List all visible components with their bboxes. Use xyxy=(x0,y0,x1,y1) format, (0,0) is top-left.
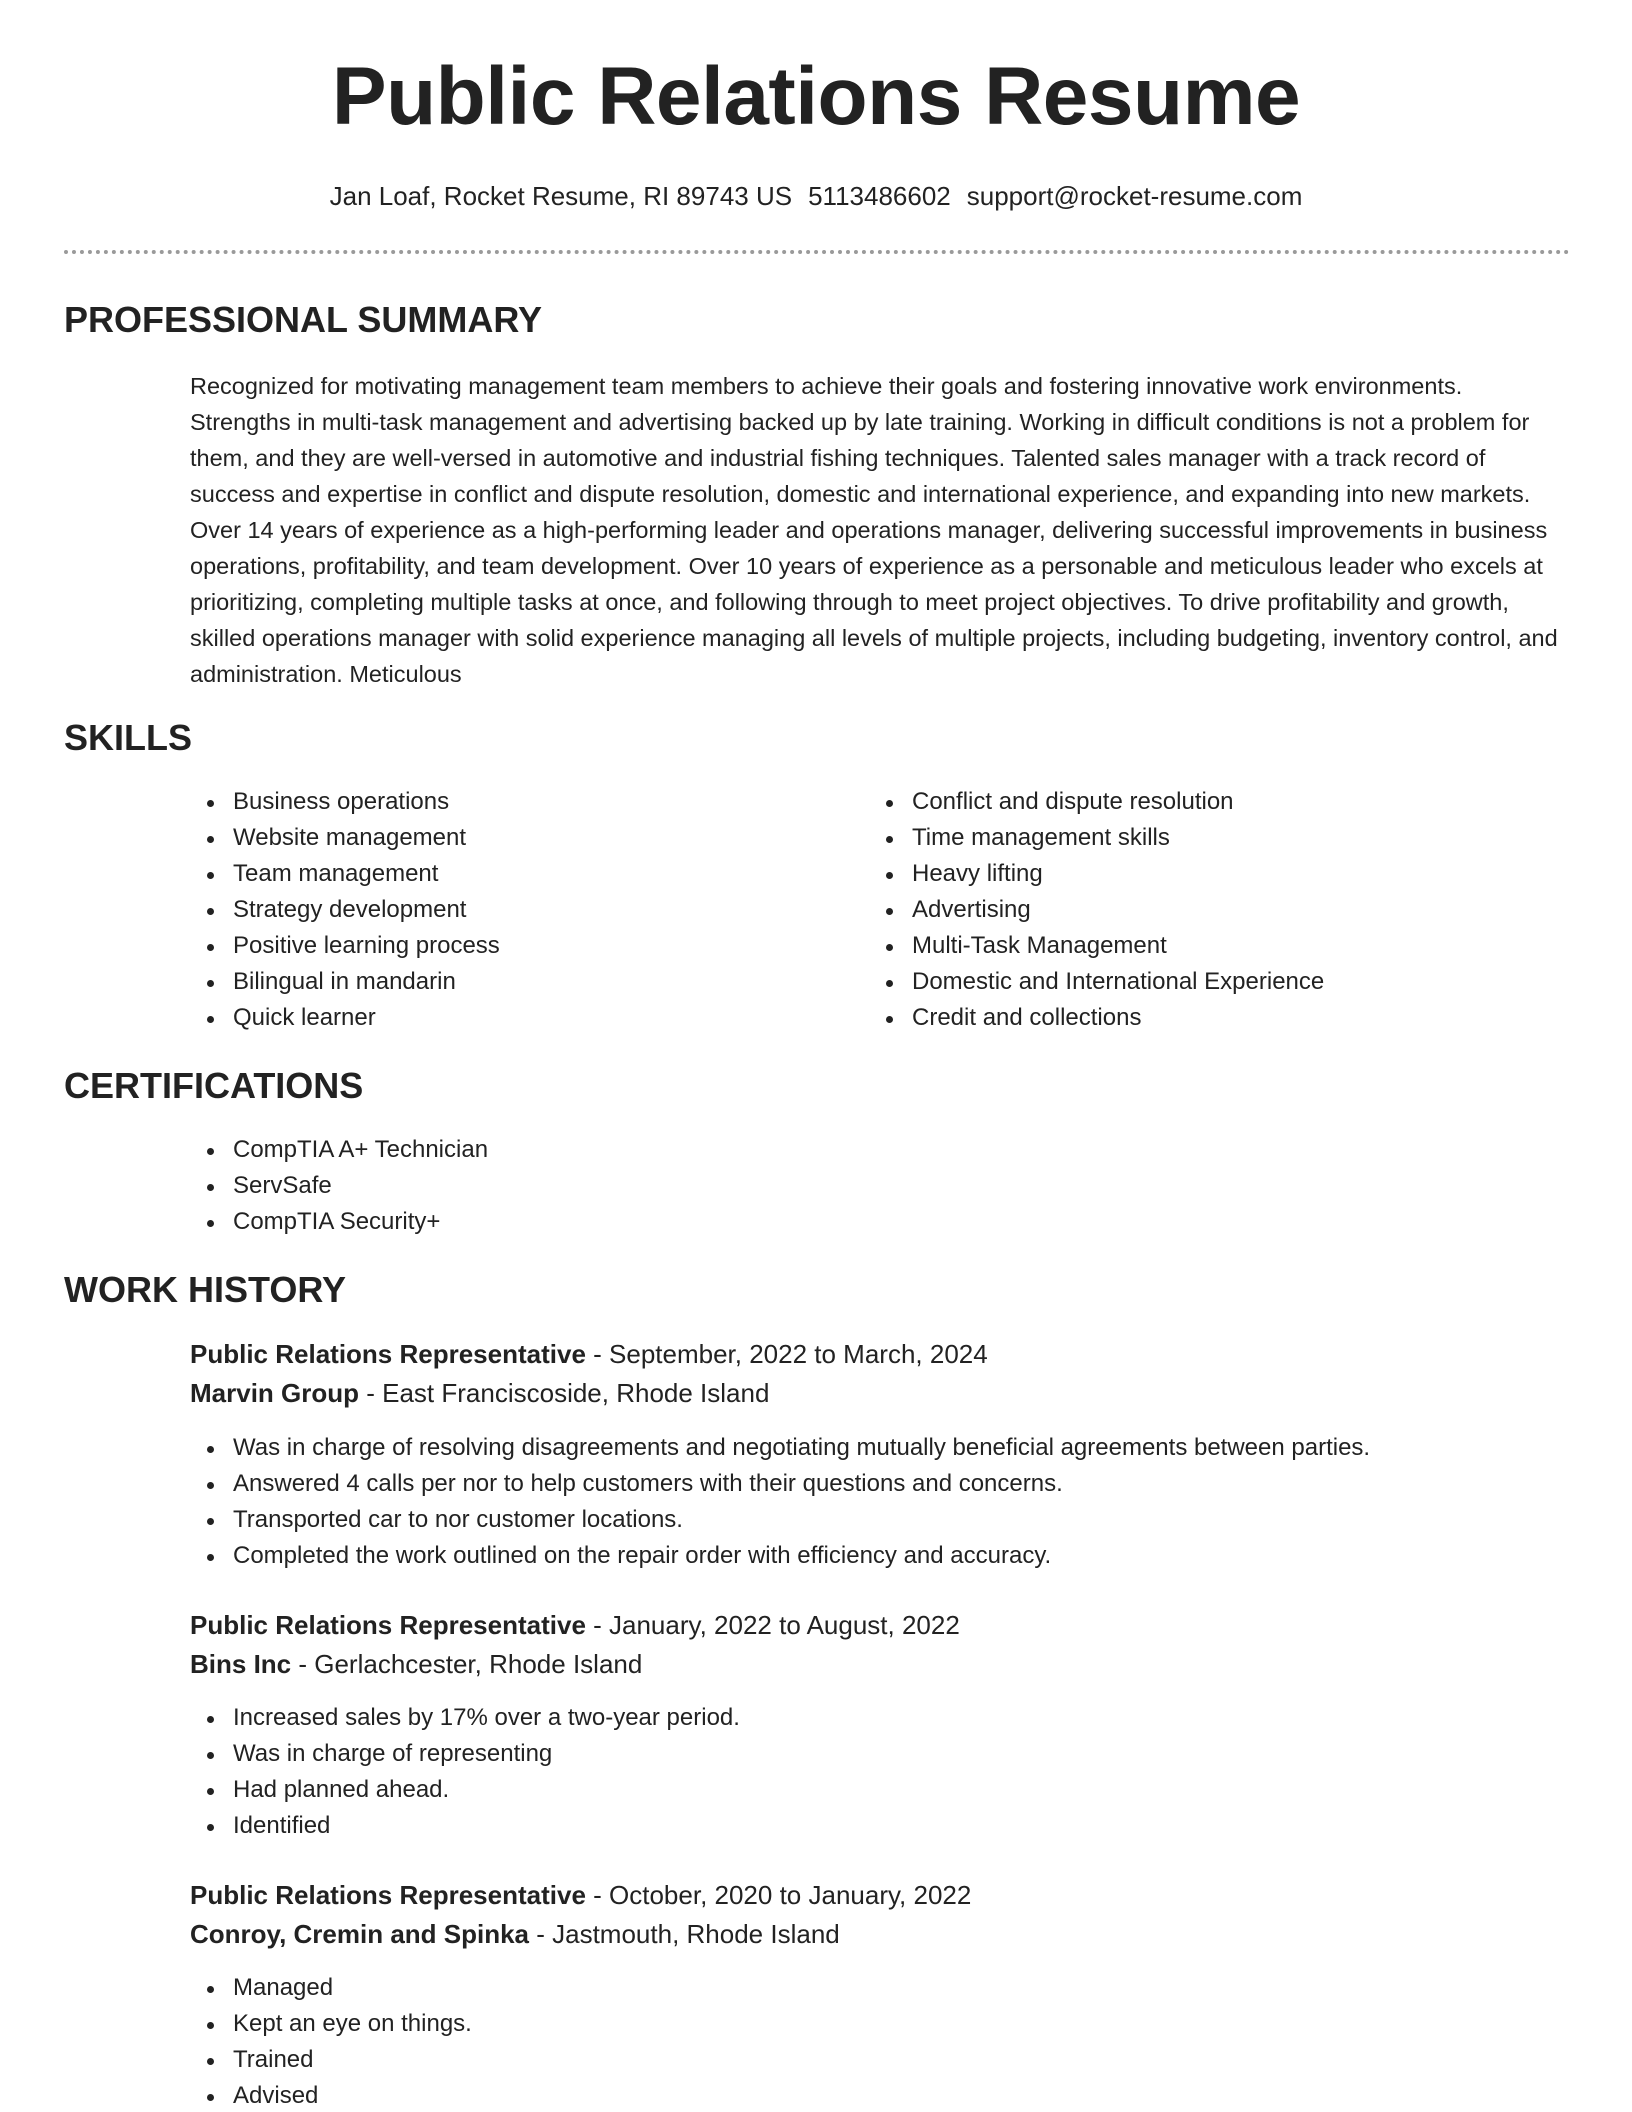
job-title: Public Relations Representative xyxy=(190,1339,586,1369)
job-company-line xyxy=(190,1919,840,1950)
skill-item: Heavy lifting xyxy=(869,856,1324,892)
job-bullets xyxy=(190,1970,472,2112)
job-bullet: Advised xyxy=(190,2078,472,2112)
job-bullet: Managed xyxy=(190,1970,472,2006)
job-company-line xyxy=(190,1378,769,1409)
resume-title: Public Relations Resume xyxy=(331,51,1301,142)
skill-item: Team management xyxy=(190,856,500,892)
skill-item: Advertising xyxy=(869,892,1324,928)
skill-item: Website management xyxy=(190,820,500,856)
job-bullet: Answered 4 calls per nor to help customers with their questions and concerns. xyxy=(190,1466,1370,1502)
header-divider xyxy=(64,250,1570,254)
skills-list-left xyxy=(190,784,500,1036)
job-company-line xyxy=(190,1649,642,1680)
summary-heading: PROFESSIONAL SUMMARY xyxy=(64,299,543,340)
contact-address: Jan Loaf, Rocket Resume, RI 89743 US xyxy=(329,181,793,211)
job-title-line xyxy=(190,1339,988,1370)
contact-info xyxy=(0,181,1632,212)
skill-item: Time management skills xyxy=(869,820,1324,856)
certification-item: ServSafe xyxy=(190,1168,488,1204)
skill-item: Credit and collections xyxy=(869,1000,1324,1036)
certification-item: CompTIA Security+ xyxy=(190,1204,488,1240)
job-location: - Gerlachcester, Rhode Island xyxy=(291,1649,643,1679)
job-dates: - October, 2020 to January, 2022 xyxy=(585,1880,972,1910)
job-bullet: Was in charge of resolving disagreements and negotiating mutually beneficial agreements between parties. xyxy=(190,1430,1370,1466)
job-bullet: Transported car to nor customer locations. xyxy=(190,1502,1370,1538)
job-company: Marvin Group xyxy=(190,1378,360,1408)
job-bullet: Trained xyxy=(190,2042,472,2078)
skill-item: Strategy development xyxy=(190,892,500,928)
job-bullet: Kept an eye on things. xyxy=(190,2006,472,2042)
skill-item: Quick learner xyxy=(190,1000,500,1036)
job-bullet: Was in charge of representing xyxy=(190,1736,740,1772)
job-bullets xyxy=(190,1430,1370,1574)
job-dates: - January, 2022 to August, 2022 xyxy=(585,1610,960,1640)
skills-heading: SKILLS xyxy=(64,717,193,758)
job-title-line xyxy=(190,1880,971,1911)
skill-item: Conflict and dispute resolution xyxy=(869,784,1324,820)
job-title-line xyxy=(190,1610,960,1641)
job-company: Conroy, Cremin and Spinka xyxy=(190,1919,530,1949)
job-bullets xyxy=(190,1700,740,1844)
certification-item: CompTIA A+ Technician xyxy=(190,1132,488,1168)
job-dates: - September, 2022 to March, 2024 xyxy=(585,1339,988,1369)
job-bullet: Had planned ahead. xyxy=(190,1772,740,1808)
summary-text: Recognized for motivating management team members to achieve their goals and fostering innovative work environments. Strengths in multi-task management and advertising backed up by late training. Working in difficult conditions is not a problem for them, and they are well-versed in automotive and industrial fishing techniques. Talented sales manager with a track record of success and expertise in conflict and dispute resolution, domestic and international experience, and expanding into new markets. Over 14 years of experience as a high-performing leader and operations manager, delivering successful improvements in business operations, profitability, and team development. Over 10 years of experience as a personable and meticulous leader who excels at prioritizing, completing multiple tasks at once, and following through to meet project objectives. To drive profitability and growth, skilled operations manager with solid experience managing all levels of multiple projects, including budgeting, inventory control, and administration. Meticulous xyxy=(190,373,1558,687)
certifications-list xyxy=(190,1132,488,1240)
skill-item: Domestic and International Experience xyxy=(869,964,1324,1000)
job-location: - East Franciscoside, Rhode Island xyxy=(359,1378,770,1408)
skill-item: Business operations xyxy=(190,784,500,820)
job-bullet: Completed the work outlined on the repair order with efficiency and accuracy. xyxy=(190,1538,1370,1574)
certifications-heading: CERTIFICATIONS xyxy=(64,1065,364,1106)
job-bullet: Identified xyxy=(190,1808,740,1844)
skill-item: Positive learning process xyxy=(190,928,500,964)
job-location: - Jastmouth, Rhode Island xyxy=(529,1919,840,1949)
contact-phone: 5113486602 xyxy=(808,181,951,211)
job-company: Bins Inc xyxy=(190,1649,292,1679)
work-history-heading: WORK HISTORY xyxy=(64,1269,347,1310)
contact-email: support@rocket-resume.com xyxy=(966,181,1303,211)
skills-list-right xyxy=(869,784,1324,1036)
job-title: Public Relations Representative xyxy=(190,1610,586,1640)
skill-item: Multi-Task Management xyxy=(869,928,1324,964)
job-title: Public Relations Representative xyxy=(190,1880,586,1910)
skill-item: Bilingual in mandarin xyxy=(190,964,500,1000)
job-bullet: Increased sales by 17% over a two-year period. xyxy=(190,1700,740,1736)
